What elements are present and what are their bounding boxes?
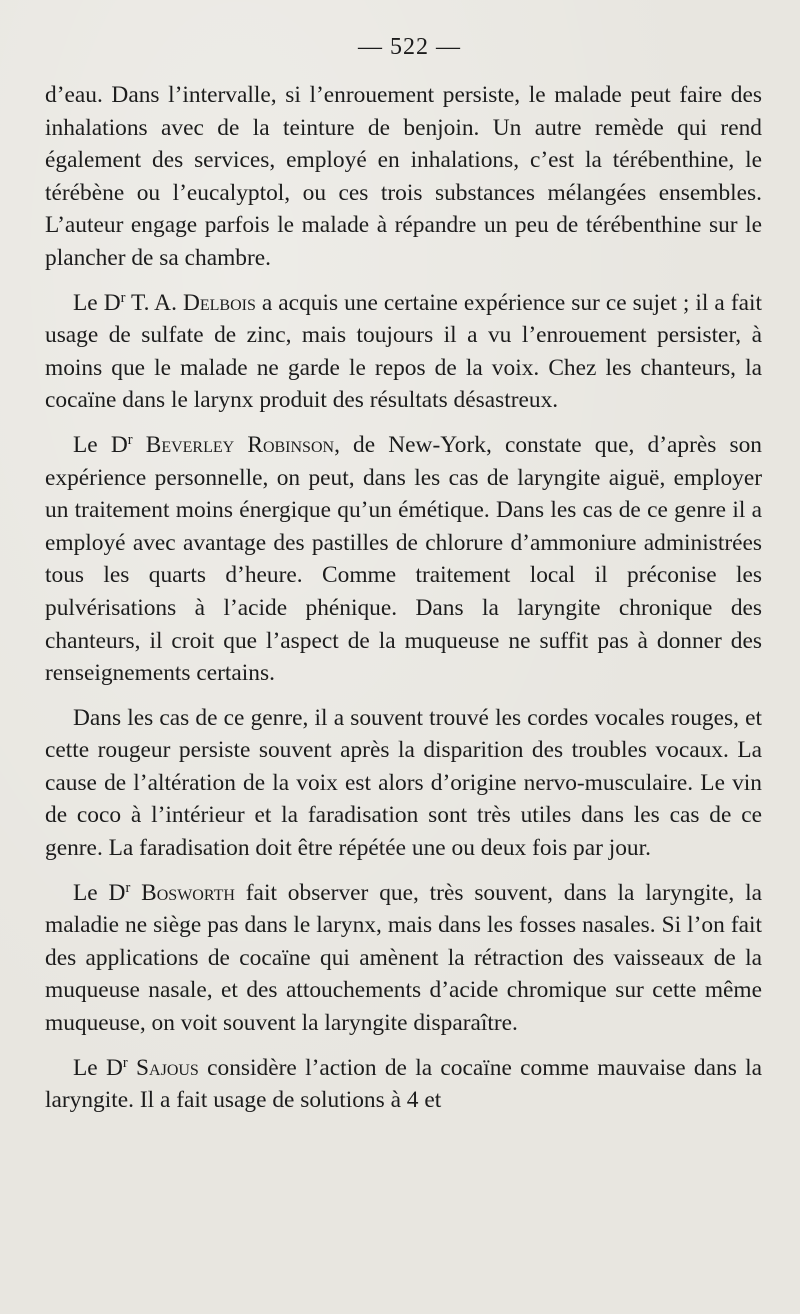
paragraph-text: Dans les cas de ce genre, il a souvent trouvé les cordes vocales rouges, et cette rougeur persiste souvent après la disparition des troubles vocaux. La cause de l’altération de la voix est alors d’origine nervo-musculaire. Le vin de coco à l’intérieur et la faradisation sont très utiles dans les cas de ce genre. La faradisation doit être répétée une ou deux fois par jour.: [45, 704, 762, 862]
paragraph-text: fait observer que, très souvent, dans la laryngite, la maladie ne siège pas dans le larynx, mais dans les fosses nasales. Si l’on fait des applications de cocaïne qui amènent la rétraction des vaisseaux de la muqueuse nasale, et des attouchements d’acide chromique sur cette même muqueuse, on voit souvent la laryngite disparaître.: [45, 879, 762, 1037]
paragraph-text: a acquis une certaine expérience sur ce sujet ; il a fait usage de sulfate de zinc, mais toujours il a vu l’enrouement persister, à moins que le malade ne garde le repos de la voix. Chez les chanteurs, la cocaïne dans le larynx produit des résultats désastreux.: [45, 289, 762, 414]
superscript: r: [125, 879, 131, 896]
paragraph-4: [45, 702, 762, 865]
author-name: Beverley Robinson: [145, 431, 335, 458]
paragraph-5: [45, 877, 762, 1040]
body-text: [45, 79, 762, 1117]
paragraph-6: [45, 1052, 762, 1117]
author-name: Sajous: [136, 1054, 199, 1081]
paragraph-text: Le D: [73, 289, 121, 316]
paragraph-1: [45, 79, 762, 275]
paragraph-2: [45, 287, 762, 417]
superscript: r: [122, 1054, 128, 1071]
superscript: r: [127, 431, 133, 448]
paragraph-text: considère l’action de la cocaïne comme mauvaise dans la laryngite. Il a fait usage de solutions à 4 et: [45, 1054, 762, 1114]
paragraph-3: [45, 429, 762, 690]
paragraph-text: [130, 880, 141, 906]
paragraph-text: [128, 1055, 136, 1081]
paragraph-text: Le D: [73, 879, 126, 906]
paragraph-text: T. A.: [125, 289, 183, 316]
paragraph-text: , de New-York, constate que, d’après son expérience personnelle, on peut, dans les cas de laryngite aiguë, employer un traitement moins énergique qu’un émétique. Dans les cas de ce genre il a employé avec avantage des pastilles de chlorure d’ammoniure administrées tous les quarts d’heure. Comme traitement local il préconise les pulvérisations à l’acide phénique. Dans la laryngite chronique des chanteurs, il croit que l’aspect de la muqueuse ne suffit pas à donner des renseignements certains.: [45, 431, 762, 687]
paragraph-text: Le D: [73, 1054, 123, 1081]
superscript: r: [120, 289, 126, 306]
paragraph-text: Le D: [73, 431, 128, 458]
paragraph-text: d’eau. Dans l’intervalle, si l’enrouement persiste, le malade peut faire des inhalations avec de la teinture de benjoin. Un autre remède qui rend également des services, employé en inhalations, c’est la térébenthine, le térébène ou l’eucalyptol, ou ces trois substances mélangées ensembles. L’auteur engage parfois le malade à répandre un peu de térébenthine sur le plancher de sa chambre.: [45, 82, 762, 271]
author-name: Delbois: [182, 289, 256, 316]
paragraph-text: [133, 432, 146, 458]
page-number: — 522 —: [358, 34, 461, 60]
author-name: Bosworth: [141, 879, 235, 906]
